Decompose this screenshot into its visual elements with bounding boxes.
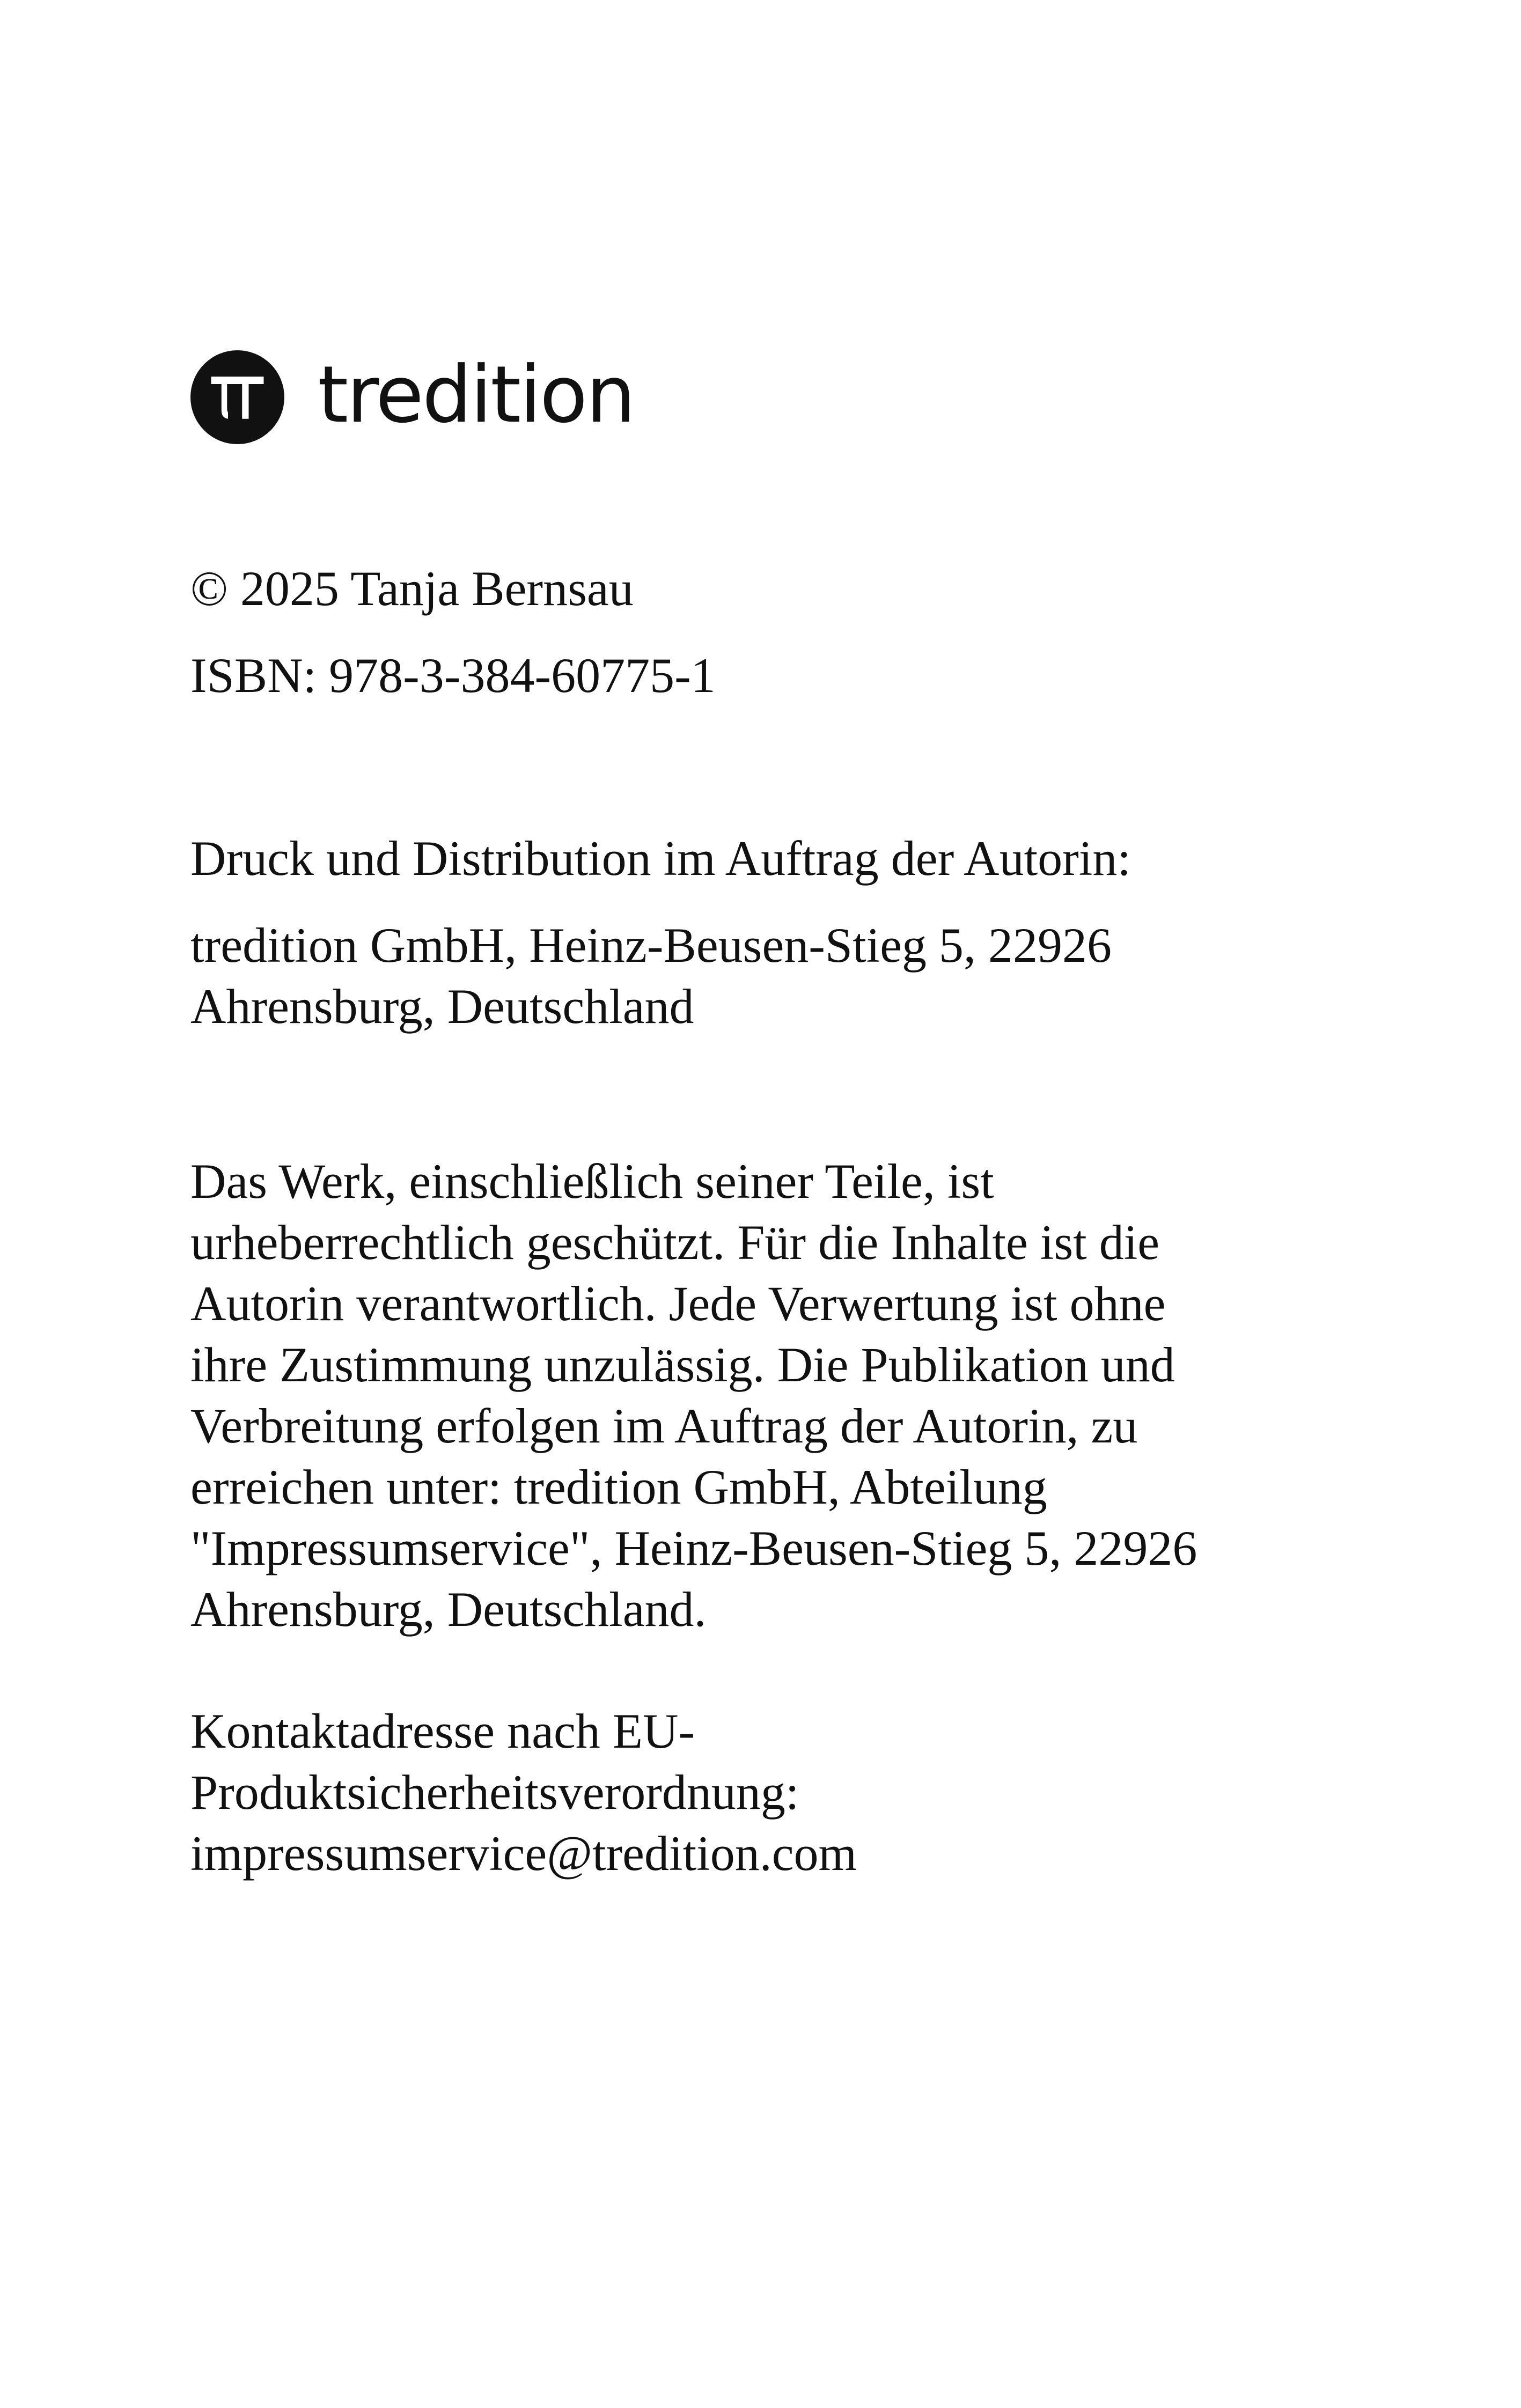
contact-block (190, 1700, 1371, 1884)
isbn-line: ISBN: 978-3-384-60775-1 (190, 648, 716, 703)
contact-email: impressumservice@tredition.com (190, 1826, 857, 1881)
rights-notice-line: "Impressumservice", Heinz-Beusen-Stieg 5, 22926 (190, 1521, 1197, 1575)
rights-notice (190, 1151, 1371, 1640)
copyright-line: © 2025 Tanja Bernsau (190, 561, 634, 616)
print-heading: Druck und Distribution im Auftrag der Autorin: (190, 831, 1131, 886)
rights-notice-line: urheberrechtlich geschützt. Für die Inhalte ist die (190, 1215, 1160, 1270)
publisher-logo (190, 349, 634, 445)
print-address-line: tredition GmbH, Heinz-Beusen-Stieg 5, 22926 (190, 918, 1112, 973)
print-address-line: Ahrensburg, Deutschland (190, 979, 694, 1034)
tredition-logo-icon (190, 350, 284, 444)
print-address (190, 915, 1371, 1037)
rights-notice-line: erreichen unter: tredition GmbH, Abteilung (190, 1460, 1047, 1514)
publisher-name: tredition (318, 349, 634, 440)
rights-notice-line: ihre Zustimmung unzulässig. Die Publikation und (190, 1337, 1175, 1392)
rights-notice-line: Verbreitung erfolgen im Auftrag der Autorin, zu (190, 1398, 1138, 1453)
rights-notice-line: Autorin verantwortlich. Jede Verwertung ist ohne (190, 1276, 1166, 1331)
rights-notice-line: Das Werk, einschließlich seiner Teile, ist (190, 1154, 994, 1209)
contact-line: Produktsicherheitsverordnung: (190, 1765, 799, 1820)
contact-line: Kontaktadresse nach EU- (190, 1704, 695, 1758)
rights-notice-line: Ahrensburg, Deutschland. (190, 1582, 707, 1637)
